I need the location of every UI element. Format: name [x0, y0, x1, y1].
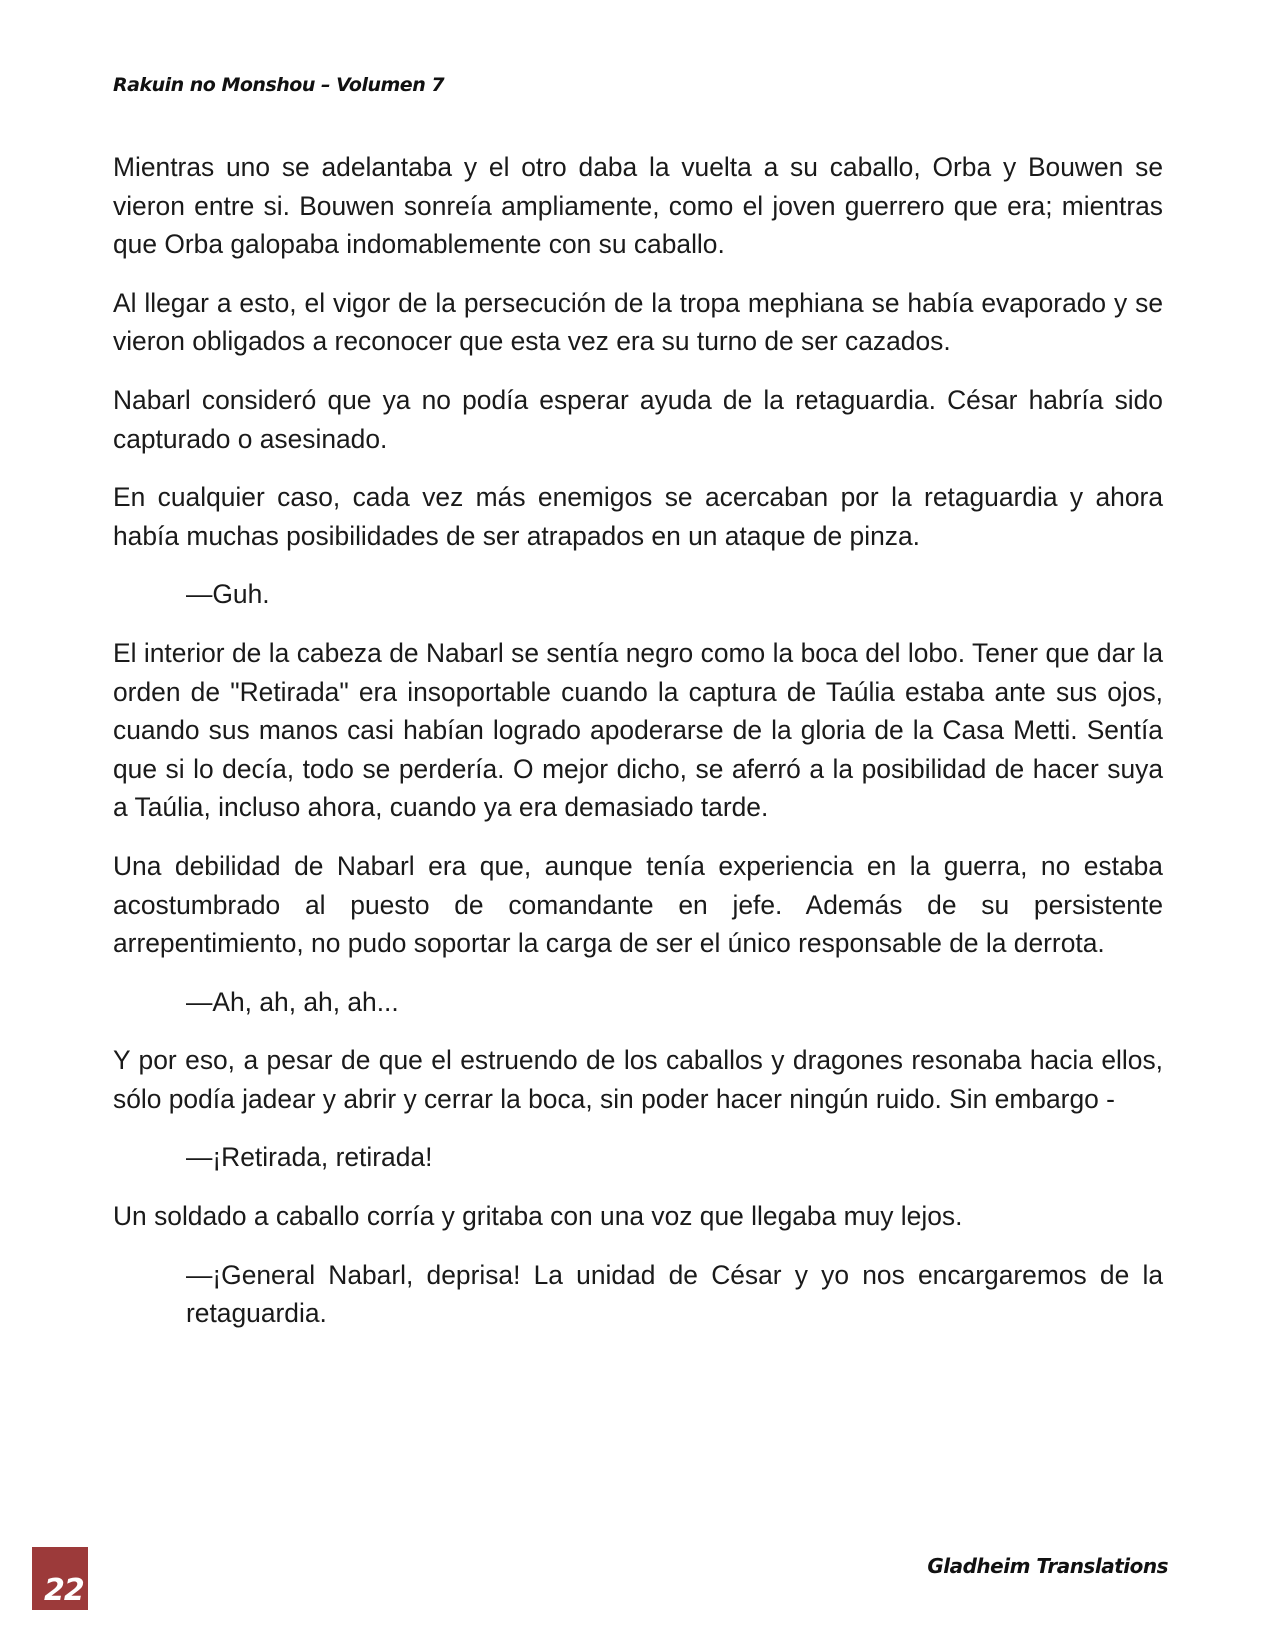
dialogue-line: —¡Retirada, retirada!: [186, 1142, 433, 1173]
footer-credit: Gladheim Translations: [927, 1554, 1168, 1578]
paragraph: Y por eso, a pesar de que el estruendo de los caballos y dragones resonaba hacia ellos, sólo podía jadear y abrir y cerrar la boca, sin poder hacer ningún ruido. Sin embargo -: [113, 1045, 1163, 1114]
paragraph: Nabarl consideró que ya no podía esperar ayuda de la retaguardia. César habría sido capturado o asesinado.: [113, 384, 1163, 454]
paragraph: En cualquier caso, cada vez más enemigos se acercaban por la retaguardia y ahora había muchas posibilidades de ser atrapados en un ataque de pinza.: [113, 482, 1163, 551]
dialogue-line: —Ah, ah, ah, ah...: [186, 986, 399, 1017]
paragraph: Al llegar a esto, el vigor de la persecución de la tropa mephiana se había evaporado y se vieron obligados a reconocer que esta vez era su turno de ser cazados.: [113, 287, 1163, 357]
paragraph: El interior de la cabeza de Nabarl se sentía negro como la boca del lobo. Tener que dar la orden de "Retirada" era insoportable cuando la captura de Taúlia estaba ante sus ojos, cuando sus manos casi habían logrado apoderarse de la gloria de la Casa Metti. Sentía que si lo decía, todo se perdería. O mejor dicho, se aferró a la posibilidad de hacer suya a Taúlia, incluso ahora, cuando ya era demasiado tarde.: [113, 637, 1163, 823]
page-number-underline: [32, 1610, 88, 1613]
running-header: Rakuin no Monshou – Volumen 7: [113, 74, 445, 96]
paragraph: Una debilidad de Nabarl era que, aunque tenía experiencia en la guerra, no estaba acostumbrado al puesto de comandante en jefe. Además de su persistente arrepentimiento, no pudo soportar la carga de ser el único responsable de la derrota.: [113, 850, 1163, 959]
paragraph: Mientras uno se adelantaba y el otro daba la vuelta a su caballo, Orba y Bouwen se vieron entre si. Bouwen sonreía ampliamente, como el joven guerrero que era; mientras que Orba galopaba indomablemente con su caballo.: [113, 152, 1163, 260]
page-body: [113, 148, 1163, 1353]
dialogue-line: —¡General Nabarl, deprisa! La unidad de César y yo nos encargaremos de la retaguardia.: [186, 1259, 1163, 1329]
paragraph: Un soldado a caballo corría y gritaba con una voz que llegaba muy lejos.: [113, 1201, 963, 1232]
page-number: 22: [44, 1573, 84, 1608]
dialogue-line: —Guh.: [186, 579, 270, 610]
